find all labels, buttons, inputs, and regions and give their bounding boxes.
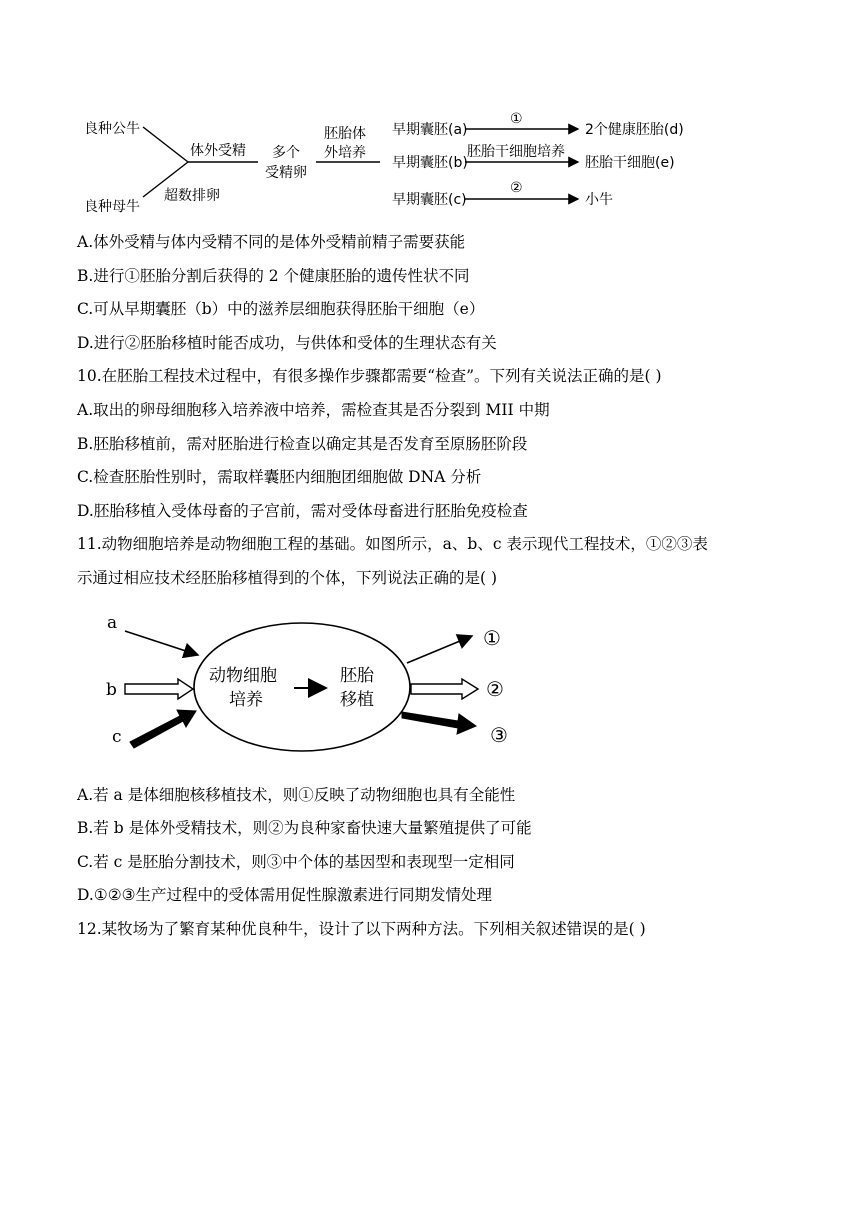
q9-option-c: C.可从早期囊胚（b）中的滋养层细胞获得胚胎干细胞（e） [77, 300, 485, 318]
label-step2: ② [510, 180, 523, 196]
label-result-calf: 小牛 [585, 192, 613, 208]
label-culture-1: 动物细胞 [209, 666, 277, 686]
label-ivf: 体外受精 [190, 143, 246, 159]
arrow-in-a [125, 631, 198, 655]
label-result-e: 胚胎干细胞(e) [585, 155, 675, 171]
q11-option-c: C.若 c 是胚胎分割技术，则③中个体的基因型和表现型一定相同 [77, 853, 515, 871]
arrow-out-2 [411, 679, 478, 699]
q10-option-b: B.胚胎移植前，需对胚胎进行检查以确定其是否发育至原肠胚阶段 [77, 435, 528, 453]
q9-option-a: A.体外受精与体内受精不同的是体外受精前精子需要获能 [77, 233, 466, 251]
label-bull: 良种公牛 [84, 121, 140, 137]
label-multi-eggs-1: 多个 [272, 145, 300, 161]
label-in-c: c [112, 727, 122, 747]
q9-option-d: D.进行②胚胎移植时能否成功，与供体和受体的生理状态有关 [77, 334, 497, 352]
label-out-2: ② [486, 677, 504, 701]
label-multi-eggs-2: 受精卵 [265, 165, 307, 181]
arrow-out-1 [407, 636, 472, 663]
q10-option-c: C.检查胚胎性别时，需取样囊胚内细胞团细胞做 DNA 分析 [77, 468, 482, 486]
label-culture-1: 胚胎体 [324, 126, 366, 142]
q11-stem-line2: 示通过相应技术经胚胎移植得到的个体，下列说法正确的是( ) [77, 569, 498, 587]
q9-option-b: B.进行①胚胎分割后获得的 2 个健康胚胎的遗传性状不同 [77, 267, 470, 285]
label-step-b: 胚胎干细胞培养 [467, 144, 565, 160]
q10-stem: 10.在胚胎工程技术过程中，有很多操作步骤都需要“检查”。下列有关说法正确的是( ) [77, 367, 662, 385]
label-in-a: a [107, 613, 118, 633]
label-culture-2: 培养 [229, 690, 263, 710]
q11-option-d: D.①②③生产过程中的受体需用促性腺激素进行同期发情处理 [77, 886, 492, 904]
q12-stem: 12.某牧场为了繁育某种优良种牛，设计了以下两种方法。下列相关叙述错误的是( ) [77, 920, 646, 938]
label-superovulation: 超数排卵 [164, 188, 220, 204]
q11-option-a: A.若 a 是体细胞核移植技术，则①反映了动物细胞也具有全能性 [77, 786, 516, 804]
q10-option-d: D.胚胎移植入受体母畜的子宫前，需对受体母畜进行胚胎免疫检查 [77, 502, 528, 520]
label-blastocyst-a: 早期囊胚(a) [392, 122, 468, 138]
label-transfer-1: 胚胎 [340, 666, 374, 686]
label-step1: ① [510, 111, 523, 127]
q11-option-b: B.若 b 是体外受精技术，则②为良种家畜快速大量繁殖提供了可能 [77, 819, 532, 837]
q11-stem-line1: 11.动物细胞培养是动物细胞工程的基础。如图所示，a、b、c 表示现代工程技术，①②③表 [77, 535, 708, 553]
label-blastocyst-c: 早期囊胚(c) [392, 192, 467, 208]
label-result-d: 2个健康胚胎(d) [585, 122, 684, 138]
arrow-out-3 [402, 712, 476, 734]
label-blastocyst-b: 早期囊胚(b) [392, 155, 468, 171]
arrow-in-b [125, 679, 193, 699]
label-out-3: ③ [490, 723, 508, 747]
label-culture-2: 外培养 [324, 145, 366, 161]
label-cow: 良种母牛 [84, 199, 140, 215]
bull-line [143, 127, 188, 162]
label-transfer-2: 移植 [340, 690, 374, 710]
arrow-in-c [130, 710, 196, 748]
cell-culture-diagram [0, 600, 860, 770]
q10-option-a: A.取出的卵母细胞移入培养液中培养，需检查其是否分裂到 MII 中期 [77, 401, 550, 419]
embryo-flow-diagram [0, 0, 860, 220]
label-in-b: b [106, 680, 117, 700]
label-out-1: ① [483, 626, 501, 650]
